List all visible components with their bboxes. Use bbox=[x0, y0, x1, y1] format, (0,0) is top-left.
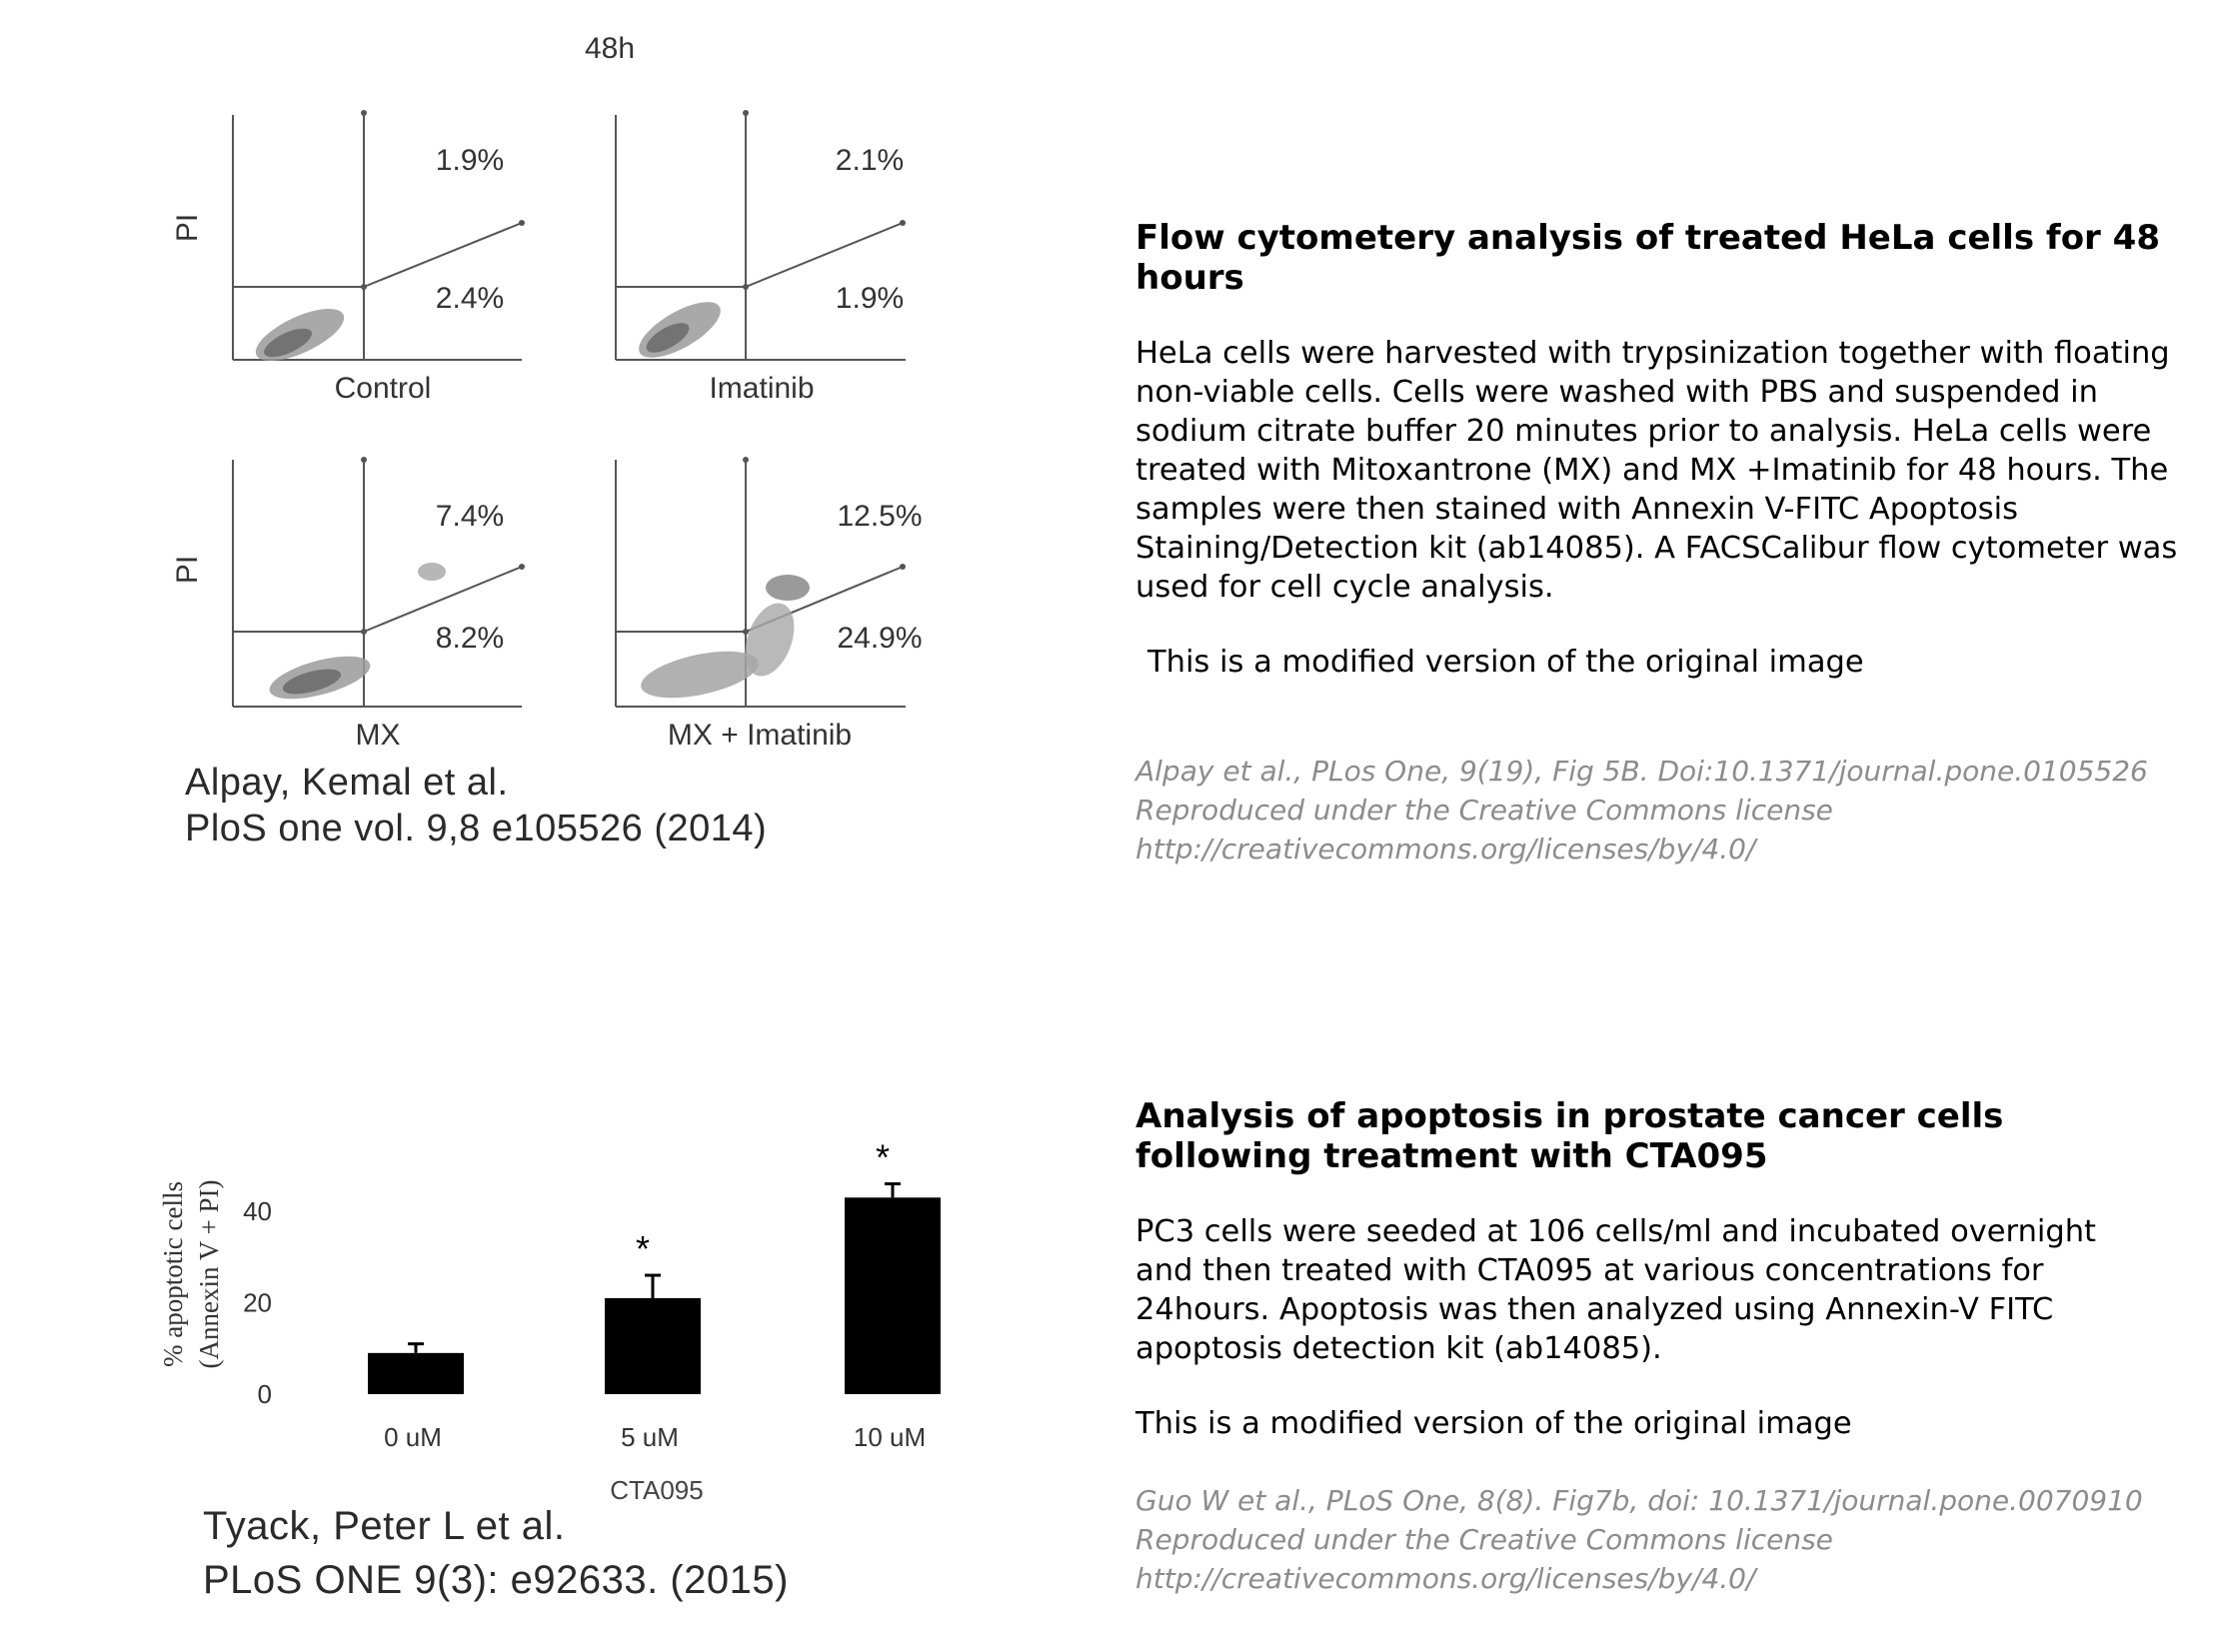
x-tick-label: 10 uM bbox=[853, 1422, 927, 1452]
figure2-title: Analysis of apoptosis in prostate cancer cells following treatment with CTA095 bbox=[1135, 1096, 2004, 1176]
citation-license: Reproduced under the Creative Commons license bbox=[1135, 794, 1833, 826]
significance-marker: * bbox=[635, 1228, 651, 1270]
x-axis-label: CTA095 bbox=[610, 1475, 704, 1505]
facs-panel-mx bbox=[233, 457, 525, 752]
citation-license-url: http://creativecommons.org/licenses/by/4.0/ bbox=[1135, 1562, 1756, 1595]
figure1-text bbox=[1135, 218, 2195, 868]
significance-marker: * bbox=[875, 1136, 891, 1178]
pi-axis-label-top: PI bbox=[171, 213, 204, 243]
y-axis-label-line1: % apoptotic cells bbox=[158, 1181, 188, 1367]
credit-line-1: Tyack, Peter L et al. bbox=[203, 1504, 566, 1548]
citation-source: Alpay et al., PLos One, 9(19), Fig 5B. Doi:10.1371/journal.pone.0105526 bbox=[1135, 755, 2148, 788]
flow-cytometry-figure bbox=[0, 0, 1100, 859]
panel-label: Control bbox=[334, 372, 432, 405]
x-tick-label: 5 uM bbox=[621, 1422, 679, 1452]
panel-label: MX + Imatinib bbox=[667, 719, 853, 752]
credit-line-2: PLoS ONE 9(3): e92633. (2015) bbox=[203, 1558, 789, 1602]
x-tick-label: 0 uM bbox=[384, 1422, 442, 1452]
facs-panel-mx-imatinib bbox=[616, 457, 923, 752]
y-tick-label: 40 bbox=[243, 1196, 272, 1227]
apoptosis-bar-chart bbox=[140, 1119, 1000, 1519]
figure2-text bbox=[1135, 1096, 2195, 1598]
figure1-credit bbox=[185, 760, 767, 851]
late-apoptosis-percent: 1.9% bbox=[435, 144, 505, 177]
pi-axis-label-bottom: PI bbox=[171, 555, 204, 585]
facs-panel-imatinib bbox=[616, 110, 906, 405]
bar bbox=[368, 1353, 464, 1394]
citation-license: Reproduced under the Creative Commons license bbox=[1135, 1523, 1833, 1556]
bar bbox=[605, 1298, 701, 1394]
panel-label: MX bbox=[355, 719, 401, 752]
figure2-citation bbox=[1135, 1481, 2195, 1598]
figure2-description: PC3 cells were seeded at 106 cells/ml and incubated overnight and then treated with CTA095 at various concentrations for 24hours. Apoptosis was then analyzed using Annexin-V FITC apoptosis detection kit (ab14085). bbox=[1135, 1214, 2097, 1366]
citation-source: Guo W et al., PLoS One, 8(8). Fig7b, doi: 10.1371/journal.pone.0070910 bbox=[1135, 1484, 2143, 1517]
bar bbox=[845, 1197, 941, 1394]
early-apoptosis-percent: 8.2% bbox=[435, 622, 505, 655]
figure1-description: HeLa cells were harvested with trypsinization together with floating non-viable cells. Cells were washed with PBS and suspended in sodium citrate buffer 20 minutes prior to analysis. HeLa cells were treated with Mitoxantrone (MX) and MX +Imatinib for 48 hours. The samples were then stained with Annexin V-FITC Apoptosis Staining/Detection kit (ab14085). A FACSCalibur flow cytometer was used for cell cycle analysis. bbox=[1135, 336, 2178, 605]
figure1-title: Flow cytometery analysis of treated HeLa cells for 48 hours bbox=[1135, 218, 2160, 298]
early-apoptosis-percent: 24.9% bbox=[837, 622, 923, 655]
figure2-credit bbox=[203, 1499, 789, 1607]
y-axis-label-line2: (Annexin V + PI) bbox=[194, 1179, 224, 1369]
credit-line-2: PloS one vol. 9,8 e105526 (2014) bbox=[185, 808, 768, 849]
late-apoptosis-percent: 7.4% bbox=[435, 500, 505, 533]
citation-license-url: http://creativecommons.org/licenses/by/4.0/ bbox=[1135, 832, 1756, 865]
y-tick-label: 20 bbox=[243, 1287, 272, 1318]
early-apoptosis-percent: 2.4% bbox=[435, 282, 505, 315]
credit-line-1: Alpay, Kemal et al. bbox=[185, 762, 509, 804]
timepoint-label: 48h bbox=[584, 32, 636, 65]
late-apoptosis-percent: 2.1% bbox=[835, 144, 905, 177]
y-tick-label: 0 bbox=[257, 1379, 272, 1409]
figure1-citation bbox=[1135, 752, 2195, 868]
panel-label: Imatinib bbox=[709, 372, 815, 405]
late-apoptosis-percent: 12.5% bbox=[837, 500, 923, 533]
cell-population-cloud bbox=[637, 643, 763, 707]
early-apoptosis-percent: 1.9% bbox=[835, 282, 905, 315]
facs-panel-control bbox=[233, 110, 525, 405]
figure1-modified-note: This is a modified version of the original image bbox=[1147, 645, 1864, 680]
figure2-modified-note: This is a modified version of the original image bbox=[1135, 1406, 1852, 1441]
